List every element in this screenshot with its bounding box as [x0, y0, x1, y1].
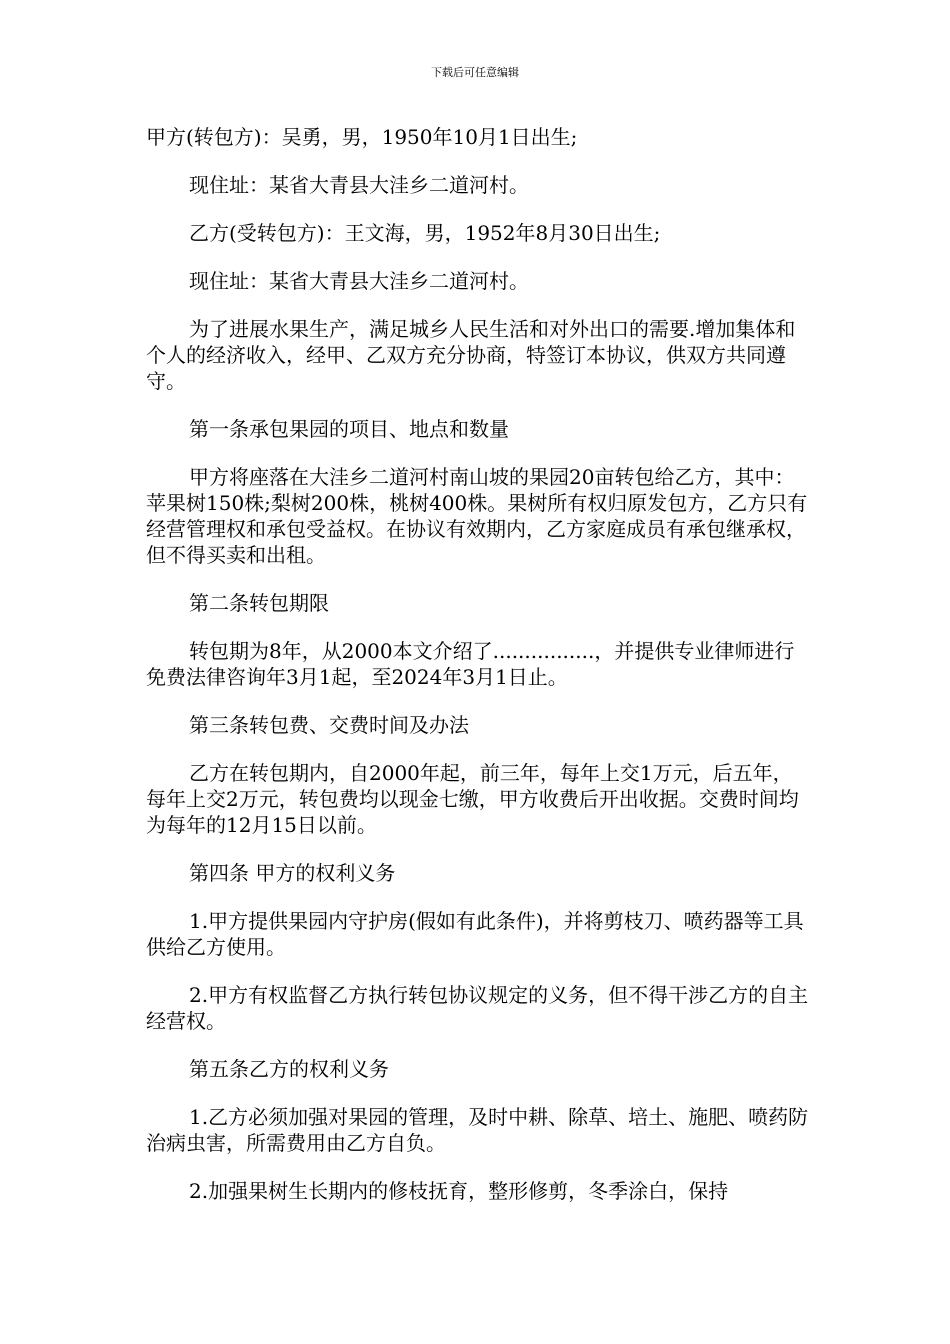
party-b-info: 乙方(受转包方)：王文海，男，1952年8月30日出生;: [189, 221, 661, 245]
party-a-address: 现住址：某省大青县大洼乡二道河村。: [189, 173, 529, 197]
article-5-heading: 第五条乙方的权利义务: [189, 1057, 389, 1081]
article-3-heading: 第三条转包费、交费时间及办法: [189, 713, 469, 737]
preamble: 为了进展水果生产，满足城乡人民生活和对外出口的需要.增加集体和个人的经济收入，经甲、乙双方充分协商，特签订本协议，供双方共同遵守。: [146, 317, 796, 393]
article-1-body: 甲方将座落在大洼乡二道河村南山坡的果园20亩转包给乙方，其中：苹果树150株;梨树200株，桃树400株。果树所有权归原发包方，乙方只有经营管理权和承包受益权。在协议有效期内，乙方家庭成员有承包继承权，但不得买卖和出租。: [146, 465, 808, 567]
article-2-heading: 第二条转包期限: [189, 591, 329, 615]
article-4-item-1: 1.甲方提供果园内守护房(假如有此条件)，并将剪枝刀、喷药器等工具供给乙方使用。: [146, 909, 804, 959]
party-a-info: 甲方(转包方)：吴勇，男，1950年10月1日出生;: [146, 125, 578, 149]
document-body: [146, 124, 812, 1226]
article-5-item-2: 2.加强果树生长期内的修枝抚育，整形修剪，冬季涂白，保持: [189, 1179, 729, 1203]
article-2-body: 转包期为8年，从2000本文介绍了................，并提供专业律师进行免费法律咨询年3月1起，至2024年3月1日止。: [146, 639, 795, 689]
article-4-heading: 第四条 甲方的权利义务: [189, 861, 396, 885]
article-1-heading: 第一条承包果园的项目、地点和数量: [189, 417, 509, 441]
article-5-item-1: 1.乙方必须加强对果园的管理，及时中耕、除草、培土、施肥、喷药防治病虫害，所需费用由乙方自负。: [146, 1105, 809, 1155]
article-3-body: 乙方在转包期内，自2000年起，前三年，每年上交1万元，后五年，每年上交2万元，转包费均以现金七缴，甲方收费后开出收据。交费时间均为每年的12月15日以前。: [146, 761, 799, 837]
article-4-item-2: 2.甲方有权监督乙方执行转包协议规定的义务，但不得干涉乙方的自主经营权。: [146, 983, 809, 1033]
party-b-address: 现住址：某省大青县大洼乡二道河村。: [189, 269, 529, 293]
page-header-note: 下载后可任意编辑: [431, 66, 519, 79]
